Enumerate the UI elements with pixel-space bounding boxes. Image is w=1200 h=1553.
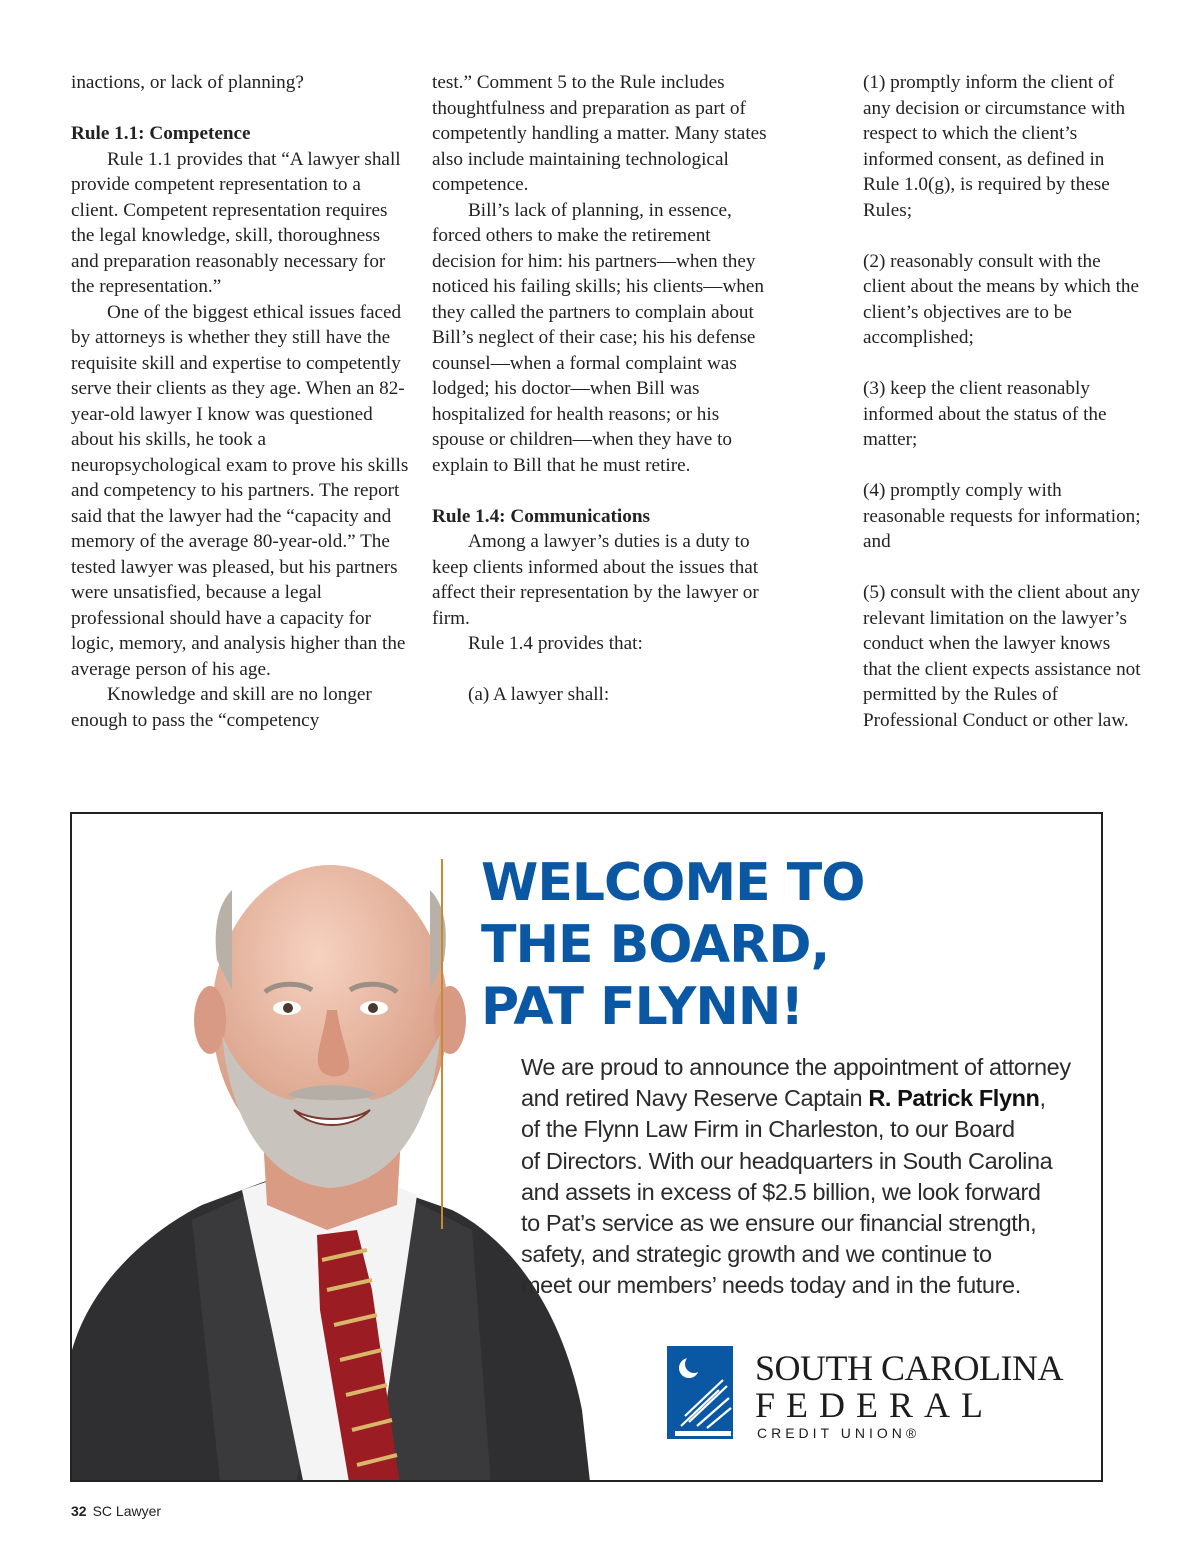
rule-item: (3) keep the client reasonably informed about the status of the matter;: [863, 378, 1107, 450]
body-line: and assets in excess of $2.5 billion, we look forward: [521, 1178, 1041, 1205]
paragraph: test.” Comment 5 to the Rule includes thoughtfulness and preparation as part of competently handling a matter. Many states also include maintaining technological competence.: [432, 72, 767, 195]
paragraph: (a) A lawyer shall:: [468, 684, 610, 705]
ad-headline: [481, 852, 1081, 1038]
headline-line: WELCOME TO: [481, 853, 865, 913]
publication-name: SC Lawyer: [92, 1503, 162, 1519]
rule-item: (5) consult with the client about any relevant limitation on the lawyer’s conduct when the lawyer knows that the client expects assistance not permitted by the Rules of Professional Conduct or other law.: [863, 582, 1141, 731]
body-text-span: and retired Navy Reserve Captain: [521, 1085, 869, 1112]
paragraph: Knowledge and skill are no longer enough to pass the “competency: [71, 684, 372, 731]
rule-item: (2) reasonably consult with the client about the means by which the client’s objectives are to be accomplished;: [863, 250, 1140, 348]
body-line: safety, and strategic growth and we continue to: [521, 1241, 992, 1268]
credit-union-logo: [667, 1344, 1087, 1444]
body-text-span: ,: [1039, 1085, 1046, 1112]
section-heading-communications: Rule 1.4: Communications: [432, 505, 650, 527]
ad-body: [521, 1052, 1091, 1302]
paragraph: Among a lawyer’s duties is a duty to keep clients informed about the issues that affect their representation by the lawyer or firm.: [432, 531, 759, 629]
logo-text-line2: FEDERAL: [755, 1385, 994, 1425]
page-number: 32: [71, 1503, 87, 1519]
body-line: meet our members’ needs today and in the future.: [521, 1272, 1021, 1299]
logo-text-line3: CREDIT UNION®: [757, 1425, 921, 1441]
logo-text-line1: SOUTH CAROLINA: [755, 1348, 1063, 1388]
headline-line: THE BOARD,: [481, 915, 830, 975]
name-highlight: R. Patrick Flynn: [868, 1085, 1040, 1112]
paragraph: One of the biggest ethical issues faced by attorneys is whether they still have the requisite skill and expertise to competently serve their clients as they age. When an 82-year-old lawyer I know was questioned about his skills, he took a neuropsychological exam to prove his skills and competency to his partners. The report said that the lawyer had the “capacity and memory of the average 80-year-old.” The tested lawyer was pleased, but his partners were unsatisfied, because a legal professional should have a capacity for logic, memory, and analysis higher than the average person of his age.: [71, 301, 409, 680]
paragraph: Rule 1.4 provides that:: [468, 633, 643, 654]
paragraph: inactions, or lack of planning?: [71, 72, 304, 93]
rule-item: (1) promptly inform the client of any decision or circumstance with respect to which the client’s informed consent, as defined in Rule 1.0(g), is required by these Rules;: [863, 72, 1126, 221]
rule-item: (4) promptly comply with reasonable requests for information; and: [863, 480, 1141, 552]
body-line: We are proud to announce the appointment of attorney: [521, 1054, 1071, 1080]
gold-divider: [441, 859, 443, 1229]
article-column-3: [863, 70, 1143, 733]
body-line: [521, 1083, 1091, 1114]
section-heading-competence: Rule 1.1: Competence: [71, 123, 251, 144]
article-column-2: [432, 70, 772, 708]
page-footer: [71, 1503, 161, 1519]
article-column-1: [71, 70, 411, 733]
headline-line: PAT FLYNN!: [481, 977, 804, 1037]
paragraph: Rule 1.1 provides that “A lawyer shall provide competent representation to a client. Competent representation requires the legal knowledge, skill, thoroughness and preparation reasonably necessary for the representation.”: [71, 148, 401, 297]
body-line: of the Flynn Law Firm in Charleston, to our Board: [521, 1116, 1015, 1143]
body-line: of Directors. With our headquarters in South Carolina: [521, 1147, 1053, 1174]
paragraph: Bill’s lack of planning, in essence, forced others to make the retirement decision for him: his partners—when they noticed his failing skills; his clients—when they called the partners to complain about Bill’s neglect of their case; his his defense counsel—when a formal complaint was lodged; his doctor—when Bill was hospitalized for health reasons; or his spouse or children—when they have to explain to Bill that he must retire.: [432, 199, 765, 476]
advertisement: [70, 812, 1103, 1482]
body-line: to Pat’s service as we ensure our financial strength,: [521, 1210, 1037, 1237]
palmetto-moon-icon: [667, 1346, 733, 1439]
